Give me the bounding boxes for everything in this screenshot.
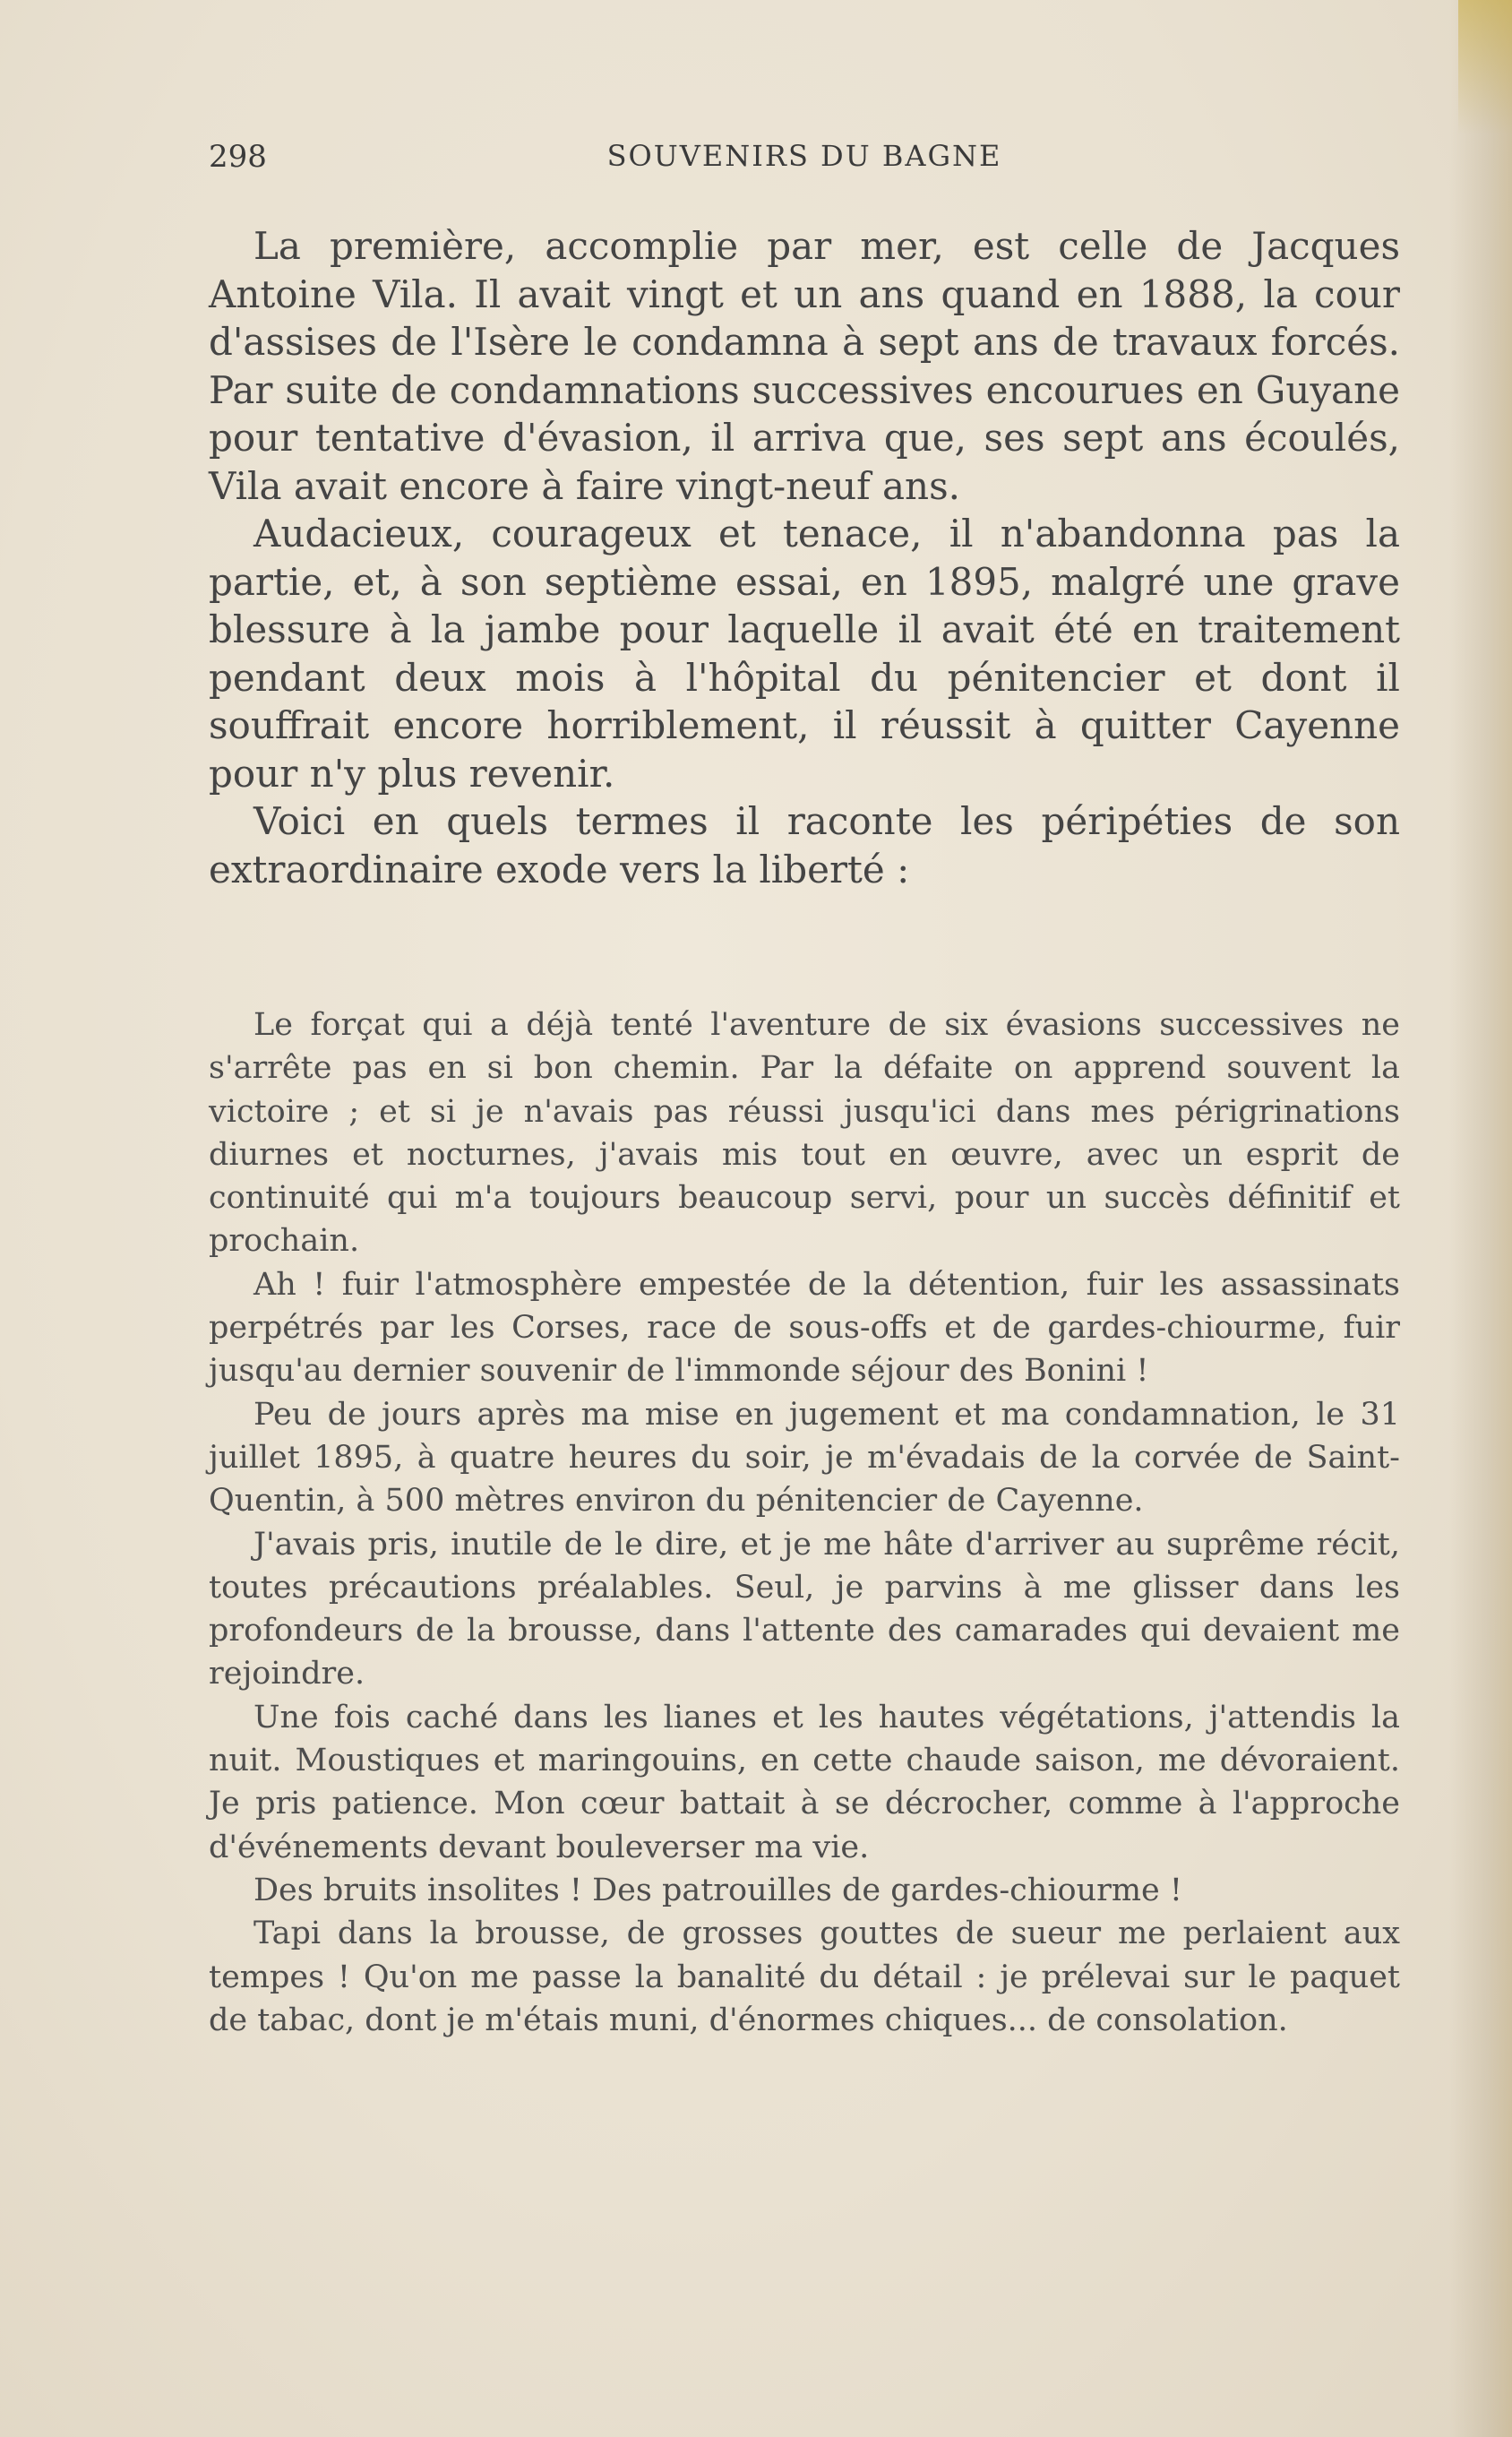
- quoted-narrative: [209, 1003, 1400, 2042]
- intro-text: [209, 222, 1400, 893]
- quote-paragraph: Le forçat qui a déjà tenté l'aventure de six évasions successives ne s'arrête pas en si bon chemin. Par la défaite on apprend souvent la victoire ; et si je n'avais pas réussi jusqu'ici dans mes périgrinations diurnes et nocturnes, j'avais mis tout en œuvre, avec un esprit de continuité qui m'a toujours beaucoup servi, pour un succès définitif et prochain.: [209, 1007, 1400, 1260]
- page-edge-shadow: [1449, 0, 1512, 2437]
- page-number: 298: [209, 139, 267, 175]
- running-head: SOUVENIRS DU BAGNE: [606, 139, 1002, 173]
- page-header: [209, 139, 1400, 184]
- quote-paragraph: Ah ! fuir l'atmosphère empestée de la détention, fuir les assassinats perpétrés par les Corses, race de sous-offs et de gardes-chiourme, fuir jusqu'au dernier souvenir de l'immonde séjour des Bonini !: [209, 1266, 1400, 1390]
- intro-paragraph: Voici en quels termes il raconte les péripéties de son extraordinaire exode vers la liberté :: [209, 799, 1400, 891]
- quote-paragraph: J'avais pris, inutile de le dire, et je me hâte d'arriver au suprême récit, toutes précautions préalables. Seul, je parvins à me glisser dans les profondeurs de la brousse, dans l'attente des camarades qui devaient me rejoindre.: [209, 1526, 1400, 1692]
- quote-paragraph: Peu de jours après ma mise en jugement et ma condamnation, le 31 juillet 1895, à quatre heures du soir, je m'évadais de la corvée de Saint-Quentin, à 500 mètres environ du pénitencier de Cayenne.: [209, 1396, 1400, 1520]
- intro-paragraph: La première, accomplie par mer, est celle de Jacques Antoine Vila. Il avait vingt et un ans quand en 1888, la cour d'assises de l'Isère le condamna à sept ans de travaux forcés. Par suite de condamnations successives encourues en Guyane pour tentative d'évasion, il arriva que, ses sept ans écoulés, Vila avait encore à faire vingt-neuf ans.: [209, 224, 1400, 508]
- quote-paragraph: Une fois caché dans les lianes et les hautes végétations, j'attendis la nuit. Moustiques et maringouins, en cette chaude saison, me dévoraient. Je pris patience. Mon cœur battait à se décrocher, comme à l'approche d'événements devant bouleverser ma vie.: [209, 1699, 1400, 1865]
- quote-paragraph: Tapi dans la brousse, de grosses gouttes de sueur me perlaient aux tempes ! Qu'on me passe la banalité du détail : je prélevai sur le paquet de tabac, dont je m'étais muni, d'énormes chiques... de consolation.: [209, 1916, 1400, 2038]
- intro-paragraph: Audacieux, courageux et tenace, il n'abandonna pas la partie, et, à son septième essai, en 1895, malgré une grave blessure à la jambe pour laquelle il avait été en traitement pendant deux mois à l'hôpital du pénitencier et dont il souffrait encore horriblement, il réussit à quitter Cayenne pour n'y plus revenir.: [209, 512, 1400, 796]
- quote-paragraph: Des bruits insolites ! Des patrouilles de gardes-chiourme !: [253, 1872, 1182, 1908]
- page-edge-stain: [1458, 0, 1512, 134]
